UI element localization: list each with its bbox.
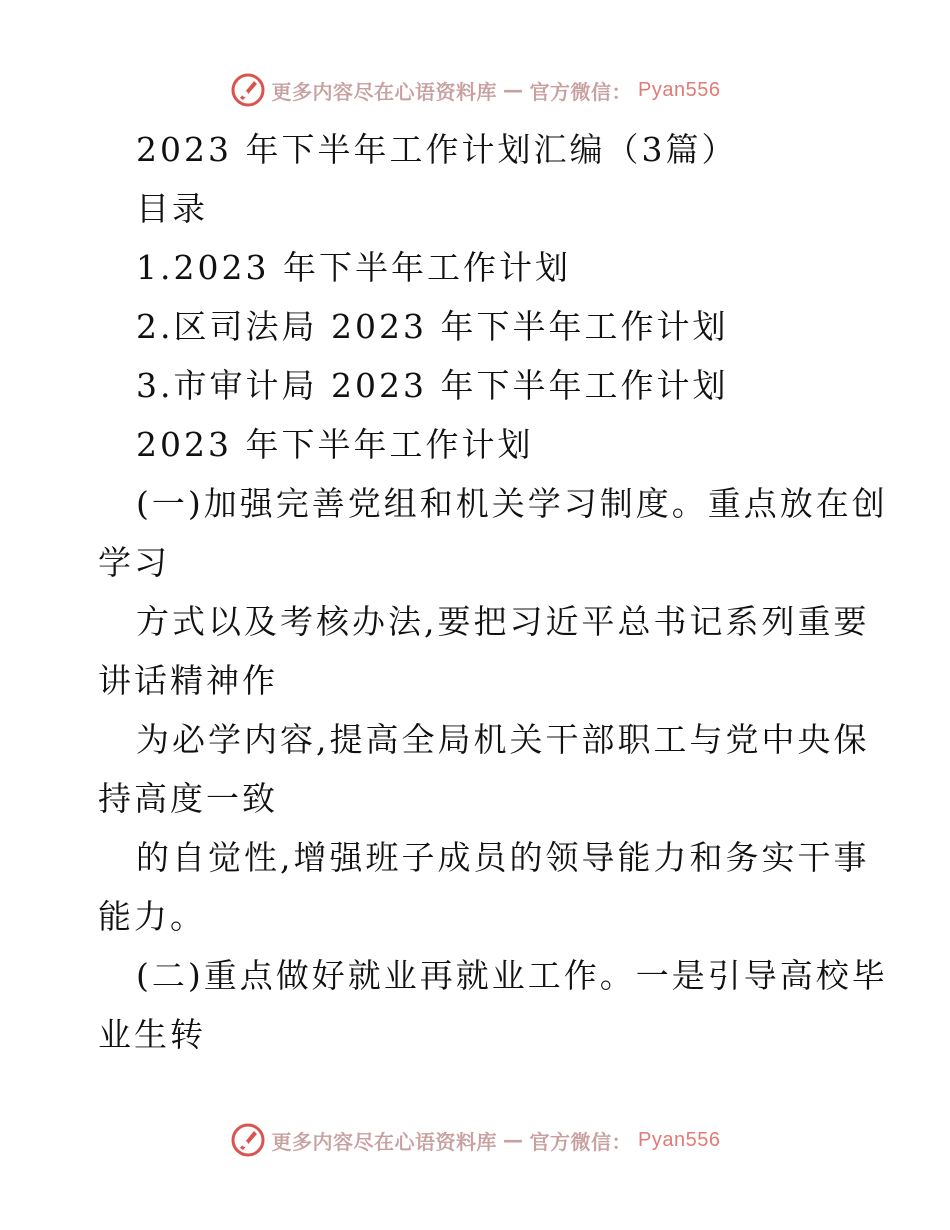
paragraph-line: 方式以及考核办法,要把习近平总书记系列重要 [136, 602, 870, 641]
quill-pen-seal-icon [230, 72, 266, 108]
footer-watermark [0, 1120, 950, 1160]
quill-pen-seal-icon [230, 1122, 266, 1158]
watermark-wechat-id: Pyan556 [638, 1128, 721, 1151]
toc-item: 2.区司法局 2023 年下半年工作计划 [136, 307, 729, 346]
watermark-separator: — [503, 1128, 524, 1152]
paragraph-line: (一)加强完善党组和机关学习制度。重点放在创 [136, 484, 888, 523]
header-watermark [0, 70, 950, 110]
document-title: 2023 年下半年工作计划汇编（3篇） [136, 130, 738, 169]
toc-item: 3.市审计局 2023 年下半年工作计划 [136, 366, 729, 405]
paragraph-line: 业生转 [98, 1015, 206, 1054]
watermark-site-text: 更多内容尽在心语资料库 [271, 79, 498, 104]
document-body [98, 120, 888, 1064]
watermark-wechat-label: 官方微信： [529, 1129, 633, 1154]
paragraph-line: 能力。 [98, 897, 206, 936]
paragraph-line: 为必学内容,提高全局机关干部职工与党中央保 [136, 720, 870, 759]
paragraph-line: 学习 [98, 543, 170, 582]
paragraph-line: 的自觉性,增强班子成员的领导能力和务实干事 [136, 838, 870, 877]
paragraph-line: 讲话精神作 [98, 661, 278, 700]
watermark-site-text: 更多内容尽在心语资料库 [271, 1129, 498, 1154]
toc-heading: 目录 [136, 189, 208, 228]
watermark-wechat-label: 官方微信： [529, 79, 633, 104]
toc-item: 1.2023 年下半年工作计划 [136, 248, 571, 287]
section-heading: 2023 年下半年工作计划 [136, 425, 534, 464]
watermark-wechat-id: Pyan556 [638, 78, 721, 101]
paragraph-line: 持高度一致 [98, 779, 278, 818]
watermark-separator: — [503, 78, 524, 102]
paragraph-line: (二)重点做好就业再就业工作。一是引导高校毕 [136, 956, 888, 995]
